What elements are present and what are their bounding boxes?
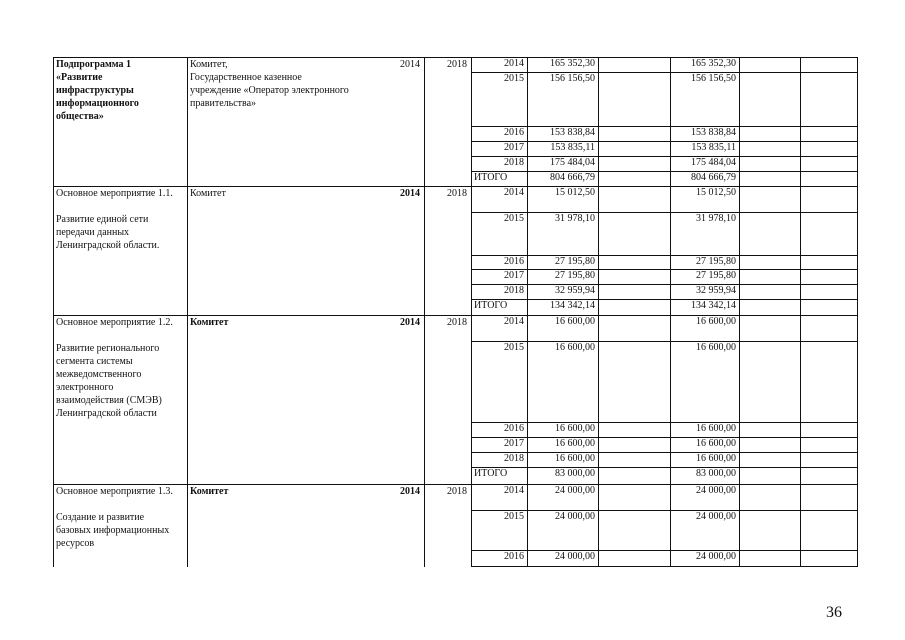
year-cell: 2017 [504, 142, 524, 153]
total-amount-cell: 175 484,04 [550, 157, 595, 168]
year-total-label: ИТОГО [474, 468, 508, 479]
total-amount-cell: 27 195,80 [555, 270, 595, 281]
regional-amount-cell: 27 195,80 [696, 256, 736, 267]
measure-name-line: взаимодействия (СМЭВ) [56, 395, 162, 406]
total-amount-cell: 16 600,00 [555, 342, 595, 353]
measure-name-line: Подпрограмма 1 [56, 59, 132, 70]
year-cell: 2015 [504, 73, 524, 84]
regional-amount-cell: 134 342,14 [691, 300, 736, 311]
measure-name-line: информационного [56, 98, 139, 109]
table-border-top [53, 57, 857, 58]
start-year: 2014 [400, 188, 420, 199]
end-year: 2018 [447, 486, 467, 497]
block-border [53, 315, 857, 316]
year-cell: 2015 [504, 342, 524, 353]
total-amount-cell: 31 978,10 [555, 213, 595, 224]
block-border [53, 186, 857, 187]
total-amount-cell: 804 666,79 [550, 172, 595, 183]
total-amount-cell: 165 352,30 [550, 58, 595, 69]
year-cell: 2016 [504, 127, 524, 138]
total-amount-cell: 134 342,14 [550, 300, 595, 311]
total-amount-cell: 32 959,94 [555, 285, 595, 296]
measure-name-line: межведомственного [56, 369, 142, 380]
page-number: 36 [826, 604, 842, 621]
total-amount-cell: 16 600,00 [555, 316, 595, 327]
measure-name-line: электронного [56, 382, 114, 393]
year-cell: 2018 [504, 453, 524, 464]
year-cell: 2018 [504, 157, 524, 168]
total-amount-cell: 156 156,50 [550, 73, 595, 84]
measure-name-line: Развитие регионального [56, 343, 160, 354]
year-cell: 2014 [504, 187, 524, 198]
year-cell: 2014 [504, 58, 524, 69]
row-border [471, 566, 857, 567]
executor-line: Комитет [190, 188, 226, 199]
start-year: 2014 [400, 486, 420, 497]
block-border [53, 484, 857, 485]
measure-name-line: Ленинградской области. [56, 240, 160, 251]
regional-amount-cell: 16 600,00 [696, 438, 736, 449]
year-total-label: ИТОГО [474, 172, 508, 183]
year-cell: 2016 [504, 423, 524, 434]
total-amount-cell: 16 600,00 [555, 438, 595, 449]
year-cell: 2015 [504, 511, 524, 522]
regional-amount-cell: 31 978,10 [696, 213, 736, 224]
regional-amount-cell: 83 000,00 [696, 468, 736, 479]
total-amount-cell: 24 000,00 [555, 485, 595, 496]
executor-line: Комитет [190, 486, 229, 497]
measure-name-line: «Развитие [56, 72, 103, 83]
total-amount-cell: 153 835,11 [550, 142, 595, 153]
measure-name-line: Ленинградской области [56, 408, 157, 419]
column-divider [739, 57, 740, 567]
regional-amount-cell: 156 156,50 [691, 73, 736, 84]
year-cell: 2014 [504, 485, 524, 496]
measure-name-line: сегмента системы [56, 356, 133, 367]
total-amount-cell: 24 000,00 [555, 511, 595, 522]
column-divider [53, 57, 54, 567]
year-total-label: ИТОГО [474, 300, 508, 311]
measure-name-line: передачи данных [56, 227, 130, 238]
measure-name-line: Создание и развитие [56, 512, 145, 523]
total-amount-cell: 15 012,50 [555, 187, 595, 198]
regional-amount-cell: 16 600,00 [696, 423, 736, 434]
regional-amount-cell: 15 012,50 [696, 187, 736, 198]
year-cell: 2018 [504, 285, 524, 296]
executor-line: правительства» [190, 98, 257, 109]
regional-amount-cell: 32 959,94 [696, 285, 736, 296]
executor-line: Комитет [190, 317, 229, 328]
regional-amount-cell: 27 195,80 [696, 270, 736, 281]
executor-line: Государственное казенное [190, 72, 302, 83]
measure-name-line: Основное мероприятие 1.3. [56, 486, 173, 497]
regional-amount-cell: 16 600,00 [696, 453, 736, 464]
measure-name-line: инфраструктуры [56, 85, 134, 96]
total-amount-cell: 27 195,80 [555, 256, 595, 267]
total-amount-cell: 24 000,00 [555, 551, 595, 562]
measure-name-line: ресурсов [56, 538, 95, 549]
year-cell: 2015 [504, 213, 524, 224]
end-year: 2018 [447, 188, 467, 199]
total-amount-cell: 83 000,00 [555, 468, 595, 479]
regional-amount-cell: 24 000,00 [696, 551, 736, 562]
regional-amount-cell: 16 600,00 [696, 342, 736, 353]
executor-line: учреждение «Оператор электронного [190, 85, 349, 96]
total-amount-cell: 16 600,00 [555, 423, 595, 434]
measure-name-line: Развитие единой сети [56, 214, 149, 225]
total-amount-cell: 153 838,84 [550, 127, 595, 138]
measure-name-line: Основное мероприятие 1.2. [56, 317, 173, 328]
regional-amount-cell: 24 000,00 [696, 511, 736, 522]
total-amount-cell: 16 600,00 [555, 453, 595, 464]
start-year: 2014 [400, 317, 420, 328]
executor-line: Комитет, [190, 59, 228, 70]
column-divider [598, 57, 599, 567]
regional-amount-cell: 16 600,00 [696, 316, 736, 327]
regional-amount-cell: 24 000,00 [696, 485, 736, 496]
regional-amount-cell: 153 835,11 [691, 142, 736, 153]
regional-amount-cell: 804 666,79 [691, 172, 736, 183]
year-cell: 2016 [504, 551, 524, 562]
end-year: 2018 [447, 317, 467, 328]
regional-amount-cell: 165 352,30 [691, 58, 736, 69]
year-cell: 2017 [504, 270, 524, 281]
measure-name-line: Основное мероприятие 1.1. [56, 188, 173, 199]
regional-amount-cell: 153 838,84 [691, 127, 736, 138]
year-cell: 2017 [504, 438, 524, 449]
measure-name-line: базовых информационных [56, 525, 170, 536]
end-year: 2018 [447, 59, 467, 70]
regional-amount-cell: 175 484,04 [691, 157, 736, 168]
year-cell: 2014 [504, 316, 524, 327]
measure-name-line: общества» [56, 111, 104, 122]
column-divider [857, 57, 858, 567]
column-divider [800, 57, 801, 567]
year-cell: 2016 [504, 256, 524, 267]
start-year: 2014 [400, 59, 420, 70]
